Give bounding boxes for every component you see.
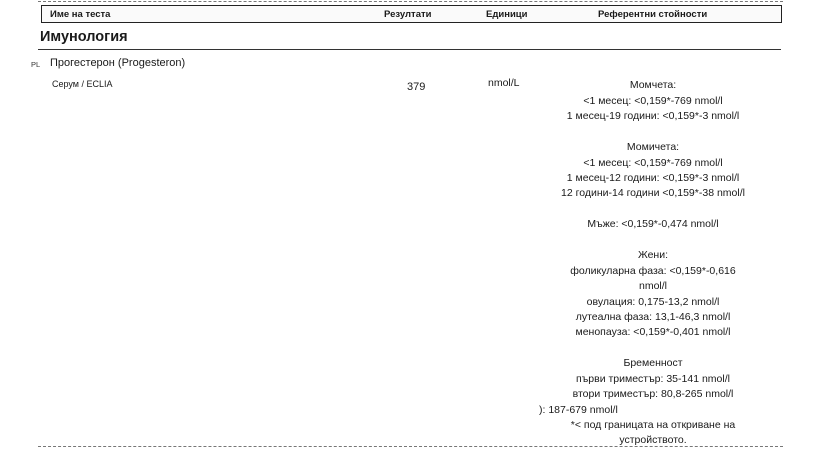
ref-line: Бременност xyxy=(623,357,683,369)
ref-line: овулация: 0,175-13,2 nmol/l xyxy=(586,296,720,308)
ref-line-truncated: ): 187-679 nmol/l xyxy=(539,404,618,416)
ref-line: Момичета: xyxy=(626,141,680,153)
ref-line: фоликуларна фаза: <0,159*-0,616 xyxy=(570,265,736,277)
ref-line: първи триместър: 35-141 nmol/l xyxy=(576,373,730,385)
header-results: Резултати xyxy=(384,9,432,20)
test-name: Прогестерон (Progesteron) xyxy=(50,57,186,69)
result-unit: nmol/L xyxy=(488,77,520,89)
ref-line: менопауза: <0,159*-0,401 nmol/l xyxy=(575,326,731,338)
ref-line: Жени: xyxy=(638,249,668,261)
ref-line: Мъже: <0,159*-0,474 nmol/l xyxy=(587,218,719,230)
result-value: 379 xyxy=(407,81,426,93)
ref-line: 1 месец-12 години: <0,159*-3 nmol/l xyxy=(566,172,740,184)
ref-line: лутеална фаза: 13,1-46,3 nmol/l xyxy=(575,311,731,323)
ref-line: втори триместър: 80,8-265 nmol/l xyxy=(572,388,734,400)
ref-line: 1 месец-19 години: <0,159*-3 nmol/l xyxy=(566,110,740,122)
section-title: Имунология xyxy=(40,29,128,45)
results-table-header xyxy=(41,5,782,23)
ref-footnote: устройството. xyxy=(619,434,687,446)
top-dashed-border xyxy=(38,1,783,2)
ref-footnote: *< под границата на откриване на xyxy=(570,419,736,431)
ref-line: <1 месец: <0,159*-769 nmol/l xyxy=(583,157,723,169)
header-test-name: Име на теста xyxy=(50,9,111,20)
ref-line: Момчета: xyxy=(629,79,677,91)
section-divider xyxy=(38,49,781,50)
ref-line: 12 години-14 години <0,159*-38 nmol/l xyxy=(561,187,745,199)
sample-method: Серум / ECLIA xyxy=(52,79,113,89)
header-units: Единици xyxy=(486,9,528,20)
ref-line: nmol/l xyxy=(638,280,667,292)
header-reference-values: Референтни стойности xyxy=(598,9,708,20)
test-code: PL xyxy=(31,60,41,69)
ref-line: <1 месец: <0,159*-769 nmol/l xyxy=(583,95,723,107)
bottom-dashed-border xyxy=(38,446,783,447)
